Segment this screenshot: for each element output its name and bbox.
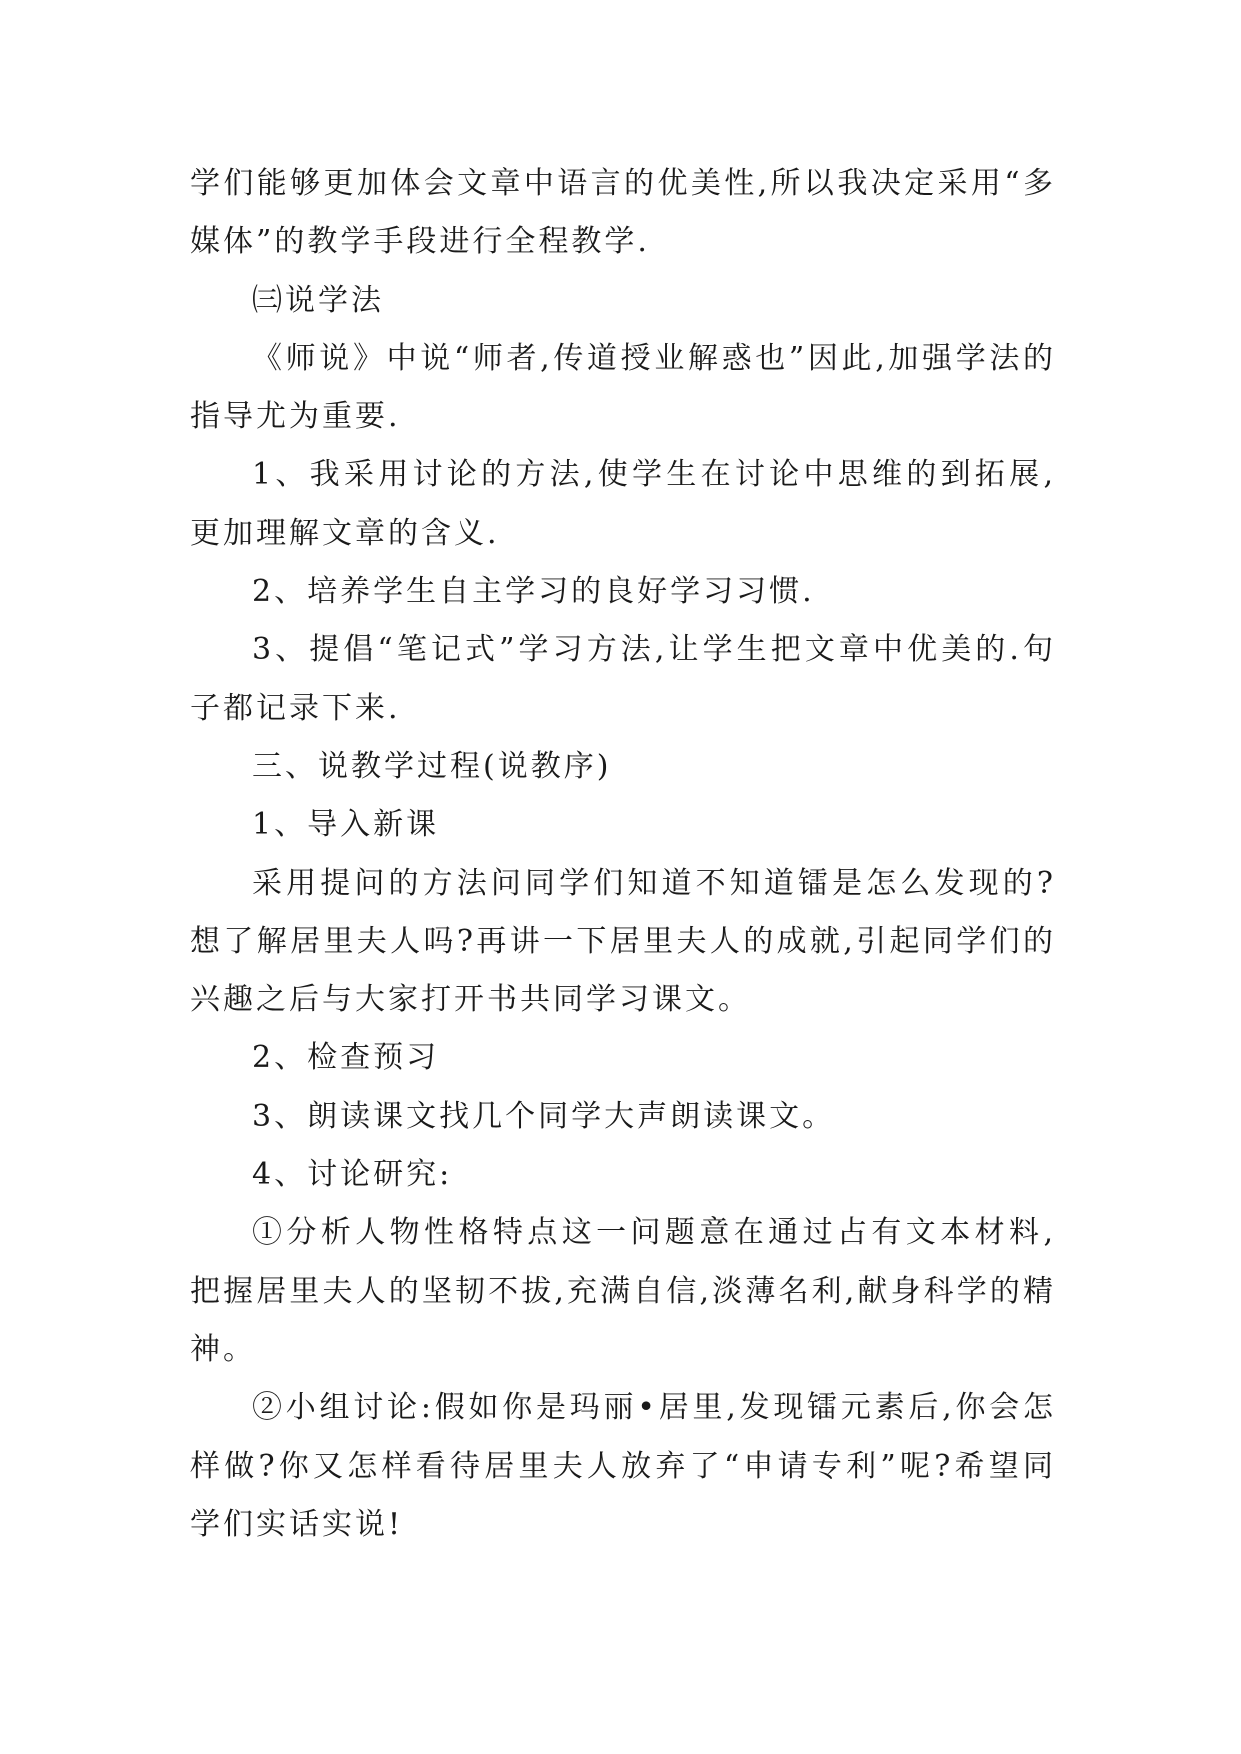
paragraph: 3、朗读课文找几个同学大声朗读课文。 xyxy=(252,1098,836,1134)
paragraph: 3、提倡“笔记式”学习方法,让学生把文章中优美的.句子都记录下来. xyxy=(190,632,1056,726)
document-body xyxy=(190,155,1056,1554)
paragraph: ㈢说学法 xyxy=(252,282,384,318)
paragraph: 1、我采用讨论的方法,使学生在讨论中思维的到拓展,更加理解文章的含义. xyxy=(190,457,1056,551)
section-heading: 三、说教学过程(说教序) xyxy=(252,748,612,784)
paragraph: 4、讨论研究: xyxy=(252,1157,453,1193)
paragraph: ①分析人物性格特点这一问题意在通过占有文本材料,把握居里夫人的坚韧不拔,充满自信,淡薄名利,献身科学的精神。 xyxy=(190,1215,1056,1367)
paragraph: 采用提问的方法问同学们知道不知道镭是怎么发现的?想了解居里夫人吗?再讲一下居里夫人的成就,引起同学们的兴趣之后与大家打开书共同学习课文。 xyxy=(190,865,1056,1018)
paragraph: 1、导入新课 xyxy=(252,807,440,843)
paragraph: 2、检查预习 xyxy=(252,1040,440,1076)
paragraph: 学们能够更加体会文章中语言的优美性,所以我决定采用“多媒体”的教学手段进行全程教学. xyxy=(190,166,1056,260)
paragraph: 《师说》中说“师者,传道授业解惑也”因此,加强学法的指导尤为重要. xyxy=(190,340,1056,435)
paragraph: 2、培养学生自主学习的良好学习习惯. xyxy=(252,574,815,610)
paragraph: ②小组讨论:假如你是玛丽•居里,发现镭元素后,你会怎样做?你又怎样看待居里夫人放弃了“申请专利”呢?希望同学们实话实说! xyxy=(190,1390,1056,1542)
